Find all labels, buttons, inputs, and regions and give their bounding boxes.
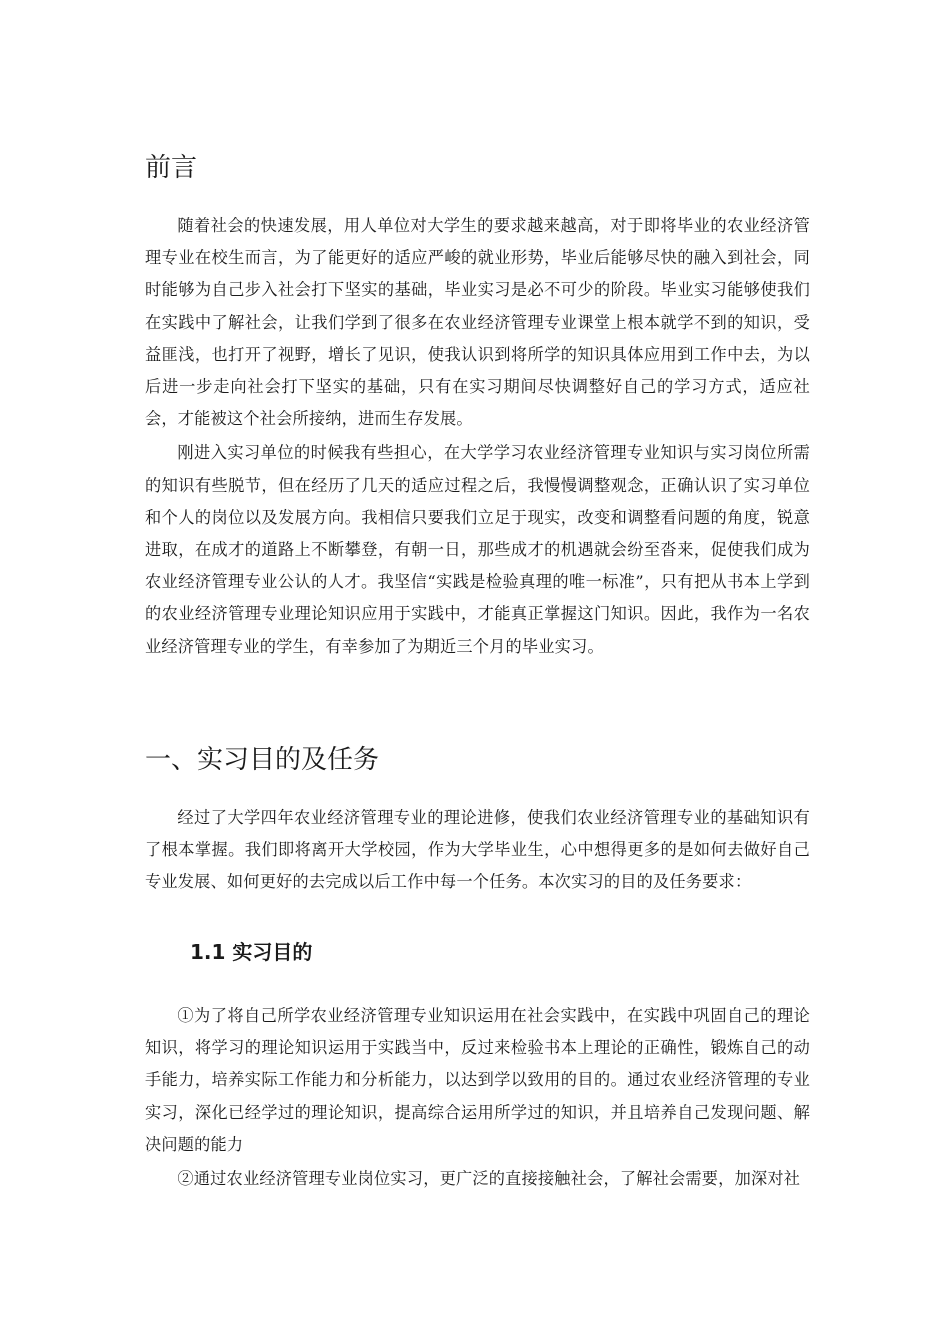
preface-body [145,210,810,663]
objective-item-1: ①为了将自己所学农业经济管理专业知识运用在社会实践中，在实践中巩固自己的理论知识，将学习的理论知识运用于实践当中，反过来检验书本上理论的正确性，锻炼自己的动手能力，培养实际工作能力和分析能力，以达到学以致用的目的。通过农业经济管理的专业实习，深化已经学过的理论知识，提高综合运用所学过的知识，并且培养自己发现问题、解决问题的能力 [145,1006,810,1154]
section-intro-block [145,802,810,899]
section-intro-paragraph: 经过了大学四年农业经济管理专业的理论进修，使我们农业经济管理专业的基础知识有了根本掌握。我们即将离开大学校园，作为大学毕业生，心中想得更多的是如何去做好自己专业发展、如何更好的去完成以后工作中每一个任务。本次实习的目的及任务要求： [145,808,810,892]
subsection-heading: 1.1 实习目的 [190,940,313,964]
preface-paragraph-2: 刚进入实习单位的时候我有些担心，在大学学习农业经济管理专业知识与实习岗位所需的知识有些脱节，但在经历了几天的适应过程之后，我慢慢调整观念，正确认识了实习单位和个人的岗位以及发展方向。我相信只要我们立足于现实，改变和调整看问题的角度，锐意进取，在成才的道路上不断攀登，有朝一日，那些成才的机遇就会纷至沓来，促使我们成为农业经济管理专业公认的人才。我坚信“实践是检验真理的唯一标准”，只有把从书本上学到的农业经济管理专业理论知识应用于实践中，才能真正掌握这门知识。因此，我作为一名农业经济管理专业的学生，有幸参加了为期近三个月的毕业实习。 [145,443,810,656]
subsection-body [145,1000,810,1195]
section-heading: 一、实习目的及任务 [145,745,380,775]
preface-heading: 前言 [145,153,198,183]
objective-item-2: ②通过农业经济管理专业岗位实习，更广泛的直接接触社会，了解社会需要，加深对社 [177,1169,801,1189]
preface-paragraph-1: 随着社会的快速发展，用人单位对大学生的要求越来越高，对于即将毕业的农业经济管理专业在校生而言，为了能更好的适应严峻的就业形势，毕业后能够尽快的融入到社会，同时能够为自己步入社会打下坚实的基础，毕业实习是必不可少的阶段。毕业实习能够使我们在实践中了解社会，让我们学到了很多在农业经济管理专业课堂上根本就学不到的知识，受益匪浅，也打开了视野，增长了见识，使我认识到将所学的知识具体应用到工作中去，为以后进一步走向社会打下坚实的基础，只有在实习期间尽快调整好自己的学习方式，适应社会，才能被这个社会所接纳，进而生存发展。 [145,216,810,429]
